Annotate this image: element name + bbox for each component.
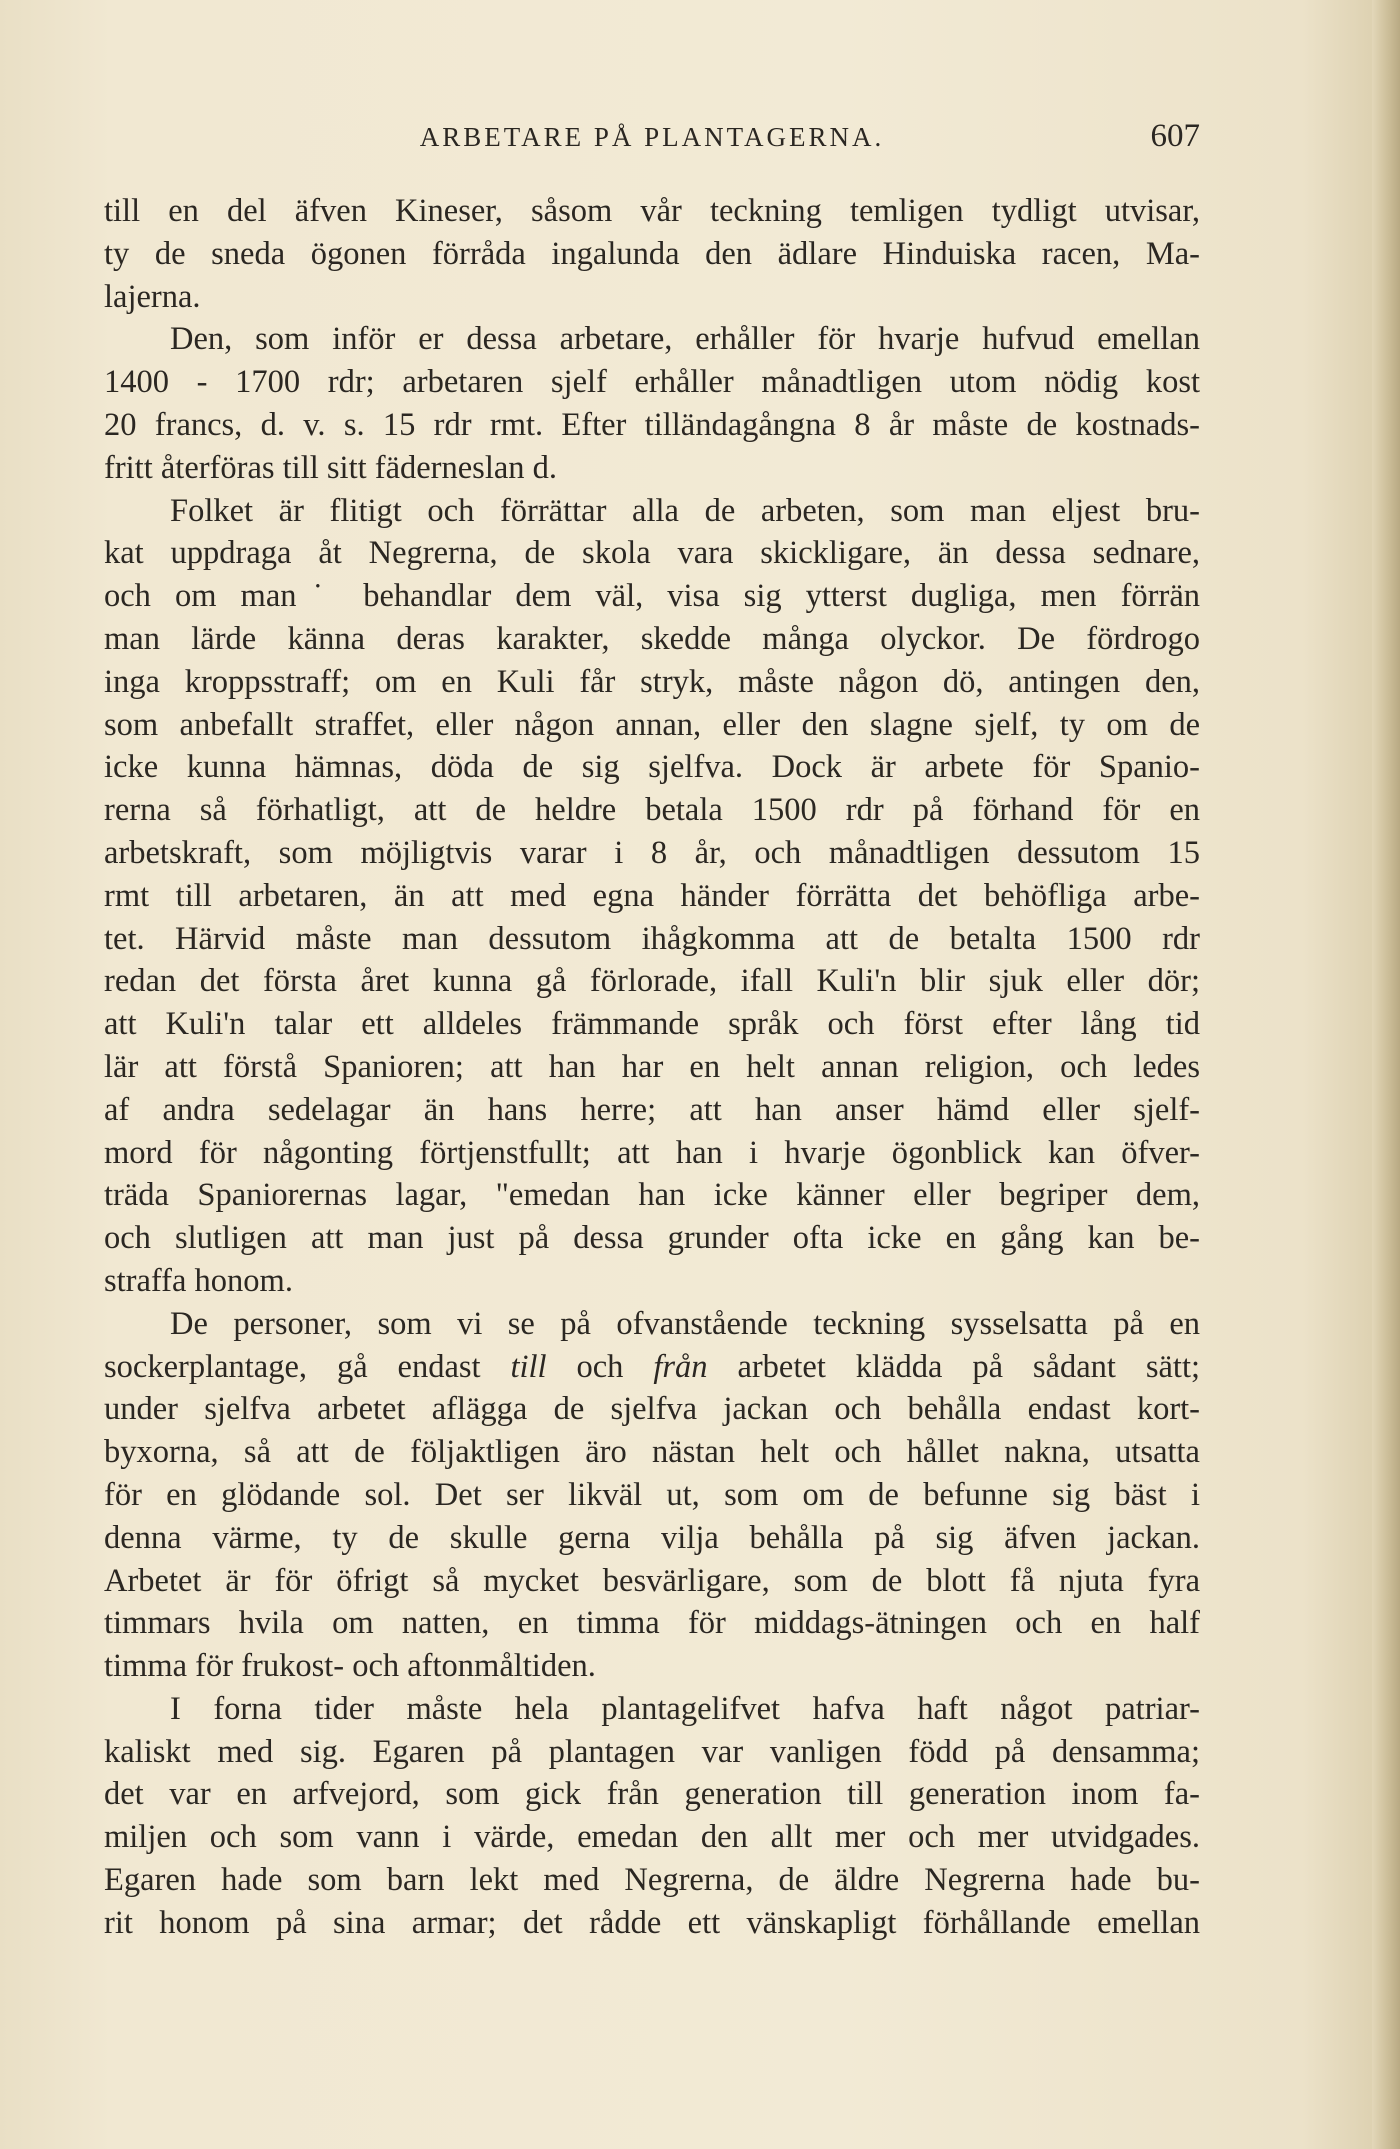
text-line: lajerna. (104, 278, 201, 315)
page-number: 607 (1150, 118, 1200, 154)
text-line: timmars hvila om natten, en timma för middags-ätningen och en half (104, 1605, 1200, 1642)
text-line: Egaren hade som barn lekt med Negrerna, de äldre Negrerna hade bu- (104, 1862, 1200, 1899)
text-line: inga kroppsstraff; om en Kuli får stryk, måste någon dö, antingen den, (104, 663, 1200, 700)
text-line: ty de sneda ögonen förråda ingalunda den ädlare Hinduiska racen, Ma- (104, 235, 1200, 272)
text-line: till en del äfven Kineser, såsom vår teckning temligen tydligt utvisar, (104, 193, 1200, 229)
text-line: fritt återföras till sitt fäderneslan d. (104, 449, 558, 486)
text-line: för en glödande sol. Det ser likväl ut, som om de befunne sig bäst i (104, 1476, 1200, 1513)
text-line: timma för frukost- och aftonmåltiden. (104, 1648, 596, 1685)
text-line: rit honom på sina armar; det rådde ett vänskapligt förhållande emellan (104, 1904, 1200, 1941)
text-line: Den, som inför er dessa arbetare, erhåller för hvarje hufvud emellan (170, 321, 1200, 358)
text-line: att Kuli'n talar ett alldeles främmande språk och först efter lång tid (104, 1006, 1200, 1043)
text-line: man lärde känna deras karakter, skedde många olyckor. De fördrogo (104, 620, 1200, 657)
text-line: Arbetet är för öfrigt så mycket besvärligare, som de blott få njuta fyra (104, 1562, 1200, 1599)
running-head: ARBETARE PÅ PLANTAGERNA. (419, 122, 885, 152)
text-line: som anbefallt straffet, eller någon annan, eller den slagne sjelf, ty om de (104, 706, 1200, 743)
page-edge-shadow (1372, 0, 1400, 2149)
text-line: straffa honom. (104, 1262, 293, 1299)
text-line: mord för någonting förtjenstfullt; att han i hvarje ögonblick kan öfver- (104, 1134, 1200, 1171)
text-line: under sjelfva arbetet aflägga de sjelfva jackan och behålla endast kort- (104, 1391, 1200, 1428)
text-line: miljen och som vann i värde, emedan den allt mer och mer utvidgades. (104, 1819, 1200, 1856)
text-line: rerna så förhatligt, att de heldre betala 1500 rdr på förhand för en (104, 792, 1200, 829)
text-line: och slutligen att man just på dessa grunder ofta icke en gång kan be- (104, 1220, 1200, 1257)
body-text (104, 190, 1200, 1945)
text-line: och om man˙ behandlar dem väl, visa sig ytterst dugliga, men förrän (104, 578, 1200, 615)
text-line: I forna tider måste hela plantagelifvet hafva haft något patriar- (170, 1690, 1200, 1727)
text-line: af andra sedelagar än hans herre; att han anser hämd eller sjelf- (104, 1091, 1200, 1128)
text-line: tet. Härvid måste man dessutom ihågkomma att de betalta 1500 rdr (104, 920, 1200, 957)
text-line: träda Spaniorernas lagar, "emedan han icke känner eller begriper dem, (104, 1177, 1200, 1214)
page-header (104, 118, 1200, 158)
text-line: 20 francs, d. v. s. 15 rdr rmt. Efter tilländagångna 8 år måste de kostnads- (104, 406, 1200, 443)
text-line: rmt till arbetaren, än att med egna händer förrätta det behöfliga arbe- (104, 877, 1200, 914)
text-line: sockerplantage, gå endast till och från arbetet klädda på sådant sätt; (104, 1348, 1201, 1385)
text-line: det var en arfvejord, som gick från generation till generation inom fa- (104, 1776, 1200, 1813)
text-line: lär att förstå Spanioren; att han har en helt annan religion, och ledes (104, 1048, 1200, 1085)
text-line: kaliskt med sig. Egaren på plantagen var vanligen född på densamma; (104, 1733, 1200, 1770)
text-line: byxorna, så att de följaktligen äro nästan helt och hållet nakna, utsatta (104, 1434, 1200, 1471)
text-line: 1400 - 1700 rdr; arbetaren sjelf erhåller månadtligen utom nödig kost (104, 364, 1200, 401)
text-line: De personer, som vi se på ofvanstående teckning sysselsatta på en (170, 1305, 1200, 1342)
text-line: redan det första året kunna gå förlorade, ifall Kuli'n blir sjuk eller dör; (104, 963, 1200, 1000)
text-line: kat uppdraga åt Negrerna, de skola vara skickligare, än dessa sednare, (104, 535, 1200, 572)
text-line: arbetskraft, som möjligtvis varar i 8 år, och månadtligen dessutom 15 (104, 834, 1200, 871)
text-line: icke kunna hämnas, döda de sig sjelfva. Dock är arbete för Spanio- (104, 749, 1200, 786)
text-line: Folket är flitigt och förrättar alla de arbeten, som man eljest bru- (170, 492, 1200, 529)
text-line: denna värme, ty de skulle gerna vilja behålla på sig äfven jackan. (104, 1519, 1200, 1556)
